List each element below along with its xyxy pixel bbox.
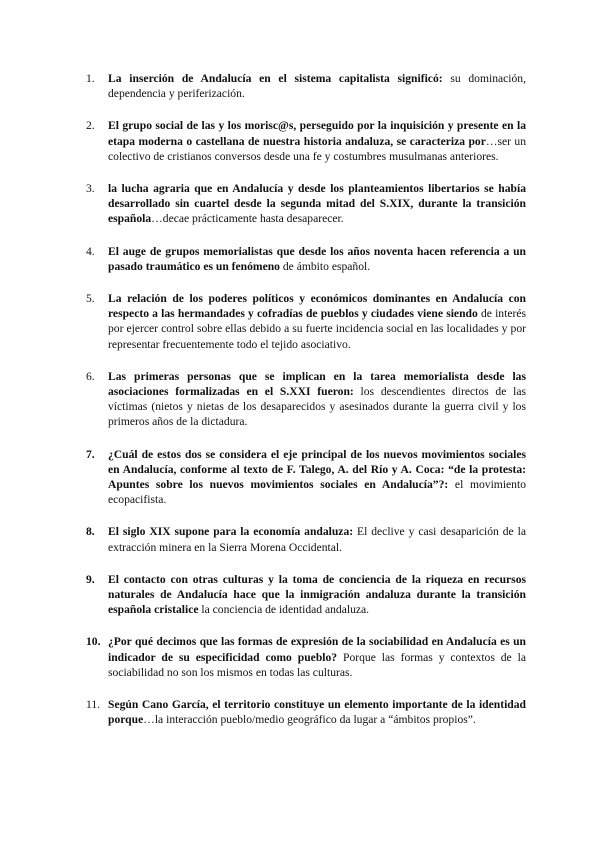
list-item bbox=[80, 291, 526, 352]
question-text: El siglo XIX supone para la economía andaluza: bbox=[108, 525, 354, 539]
list-item bbox=[80, 244, 526, 274]
list-item bbox=[80, 524, 526, 554]
item-number: 4. bbox=[86, 244, 95, 258]
answer-text: su dominación, dependencia y periferización. bbox=[108, 72, 526, 101]
question-text: la lucha agraria que en Andalucía y desde los planteamientos libertarios se había desarrollado sin cuartel desde la segunda mitad del S.XIX, durante la transición española bbox=[108, 182, 526, 226]
question-text: Las primeras personas que se implican en la tarea memorialista desde las asociaciones formalizadas en el S.XXI fueron: bbox=[108, 369, 526, 399]
item-number: 2. bbox=[86, 119, 95, 133]
answer-text: de ámbito español. bbox=[279, 259, 371, 273]
list-item bbox=[80, 634, 526, 680]
item-number: 9. bbox=[86, 572, 95, 586]
question-text: El auge de grupos memorialistas que desde los años noventa hacen referencia a un pasado traumático es un fenómeno bbox=[108, 244, 526, 273]
answer-text: Porque las formas y contextos de la sociabilidad no son los mismos en todas las culturas. bbox=[108, 650, 526, 679]
answer-text: de interés por ejercer control sobre ellas debido a su fuerte incidencia social en las localidades y por representar frecuentemente todo el tejido asociativo. bbox=[108, 307, 526, 351]
question-text: El contacto con otras culturas y la toma de conciencia de la riqueza en recursos naturales de Andalucía hace que la inmigración andaluza durante la transición española cristalice bbox=[108, 572, 526, 617]
item-number: 6. bbox=[86, 369, 95, 383]
list-item bbox=[80, 697, 526, 727]
question-text: ¿Por qué decimos que las formas de expresión de la sociabilidad en Andalucía es un indicador de su especificidad como pueblo? bbox=[108, 635, 526, 664]
question-text: El grupo social de las y los morisc@s, perseguido por la inquisición y presente en la etapa moderna o castellana de nuestra historia andaluza, se caracteriza por bbox=[108, 119, 526, 148]
item-number: 10. bbox=[86, 635, 101, 649]
question-text: La relación de los poderes políticos y económicos dominantes en Andalucía con respecto a las hermandades y cofradías de pueblos y ciudades viene siendo bbox=[108, 292, 526, 321]
question-text: ¿Cuál de estos dos se considera el eje principal de los nuevos movimientos sociales en Andalucía, conforme al texto de F. Talego, A. del Río y A. Coca: “de la protesta: Apuntes sobre los nuevos movimientos sociales en Andalucía”?: bbox=[108, 447, 526, 492]
answer-text: los descendientes directos de las víctimas (nietos y nietas de los desaparecidos y asesinados durante la guerra civil y los primeros años de la dictadura. bbox=[108, 385, 526, 429]
list-item bbox=[80, 118, 526, 164]
question-text: Según Cano García, el territorio constituye un elemento importante de la identidad porque bbox=[108, 698, 526, 727]
answer-text: …ser un colectivo de cristianos conversos desde una fe y costumbres musulmanas anteriores. bbox=[108, 134, 527, 163]
item-number: 7. bbox=[86, 447, 95, 461]
item-number: 8. bbox=[86, 525, 95, 539]
list-item bbox=[80, 71, 526, 101]
list-item bbox=[80, 181, 526, 227]
item-number: 1. bbox=[86, 72, 95, 85]
item-number: 5. bbox=[86, 292, 95, 306]
list-item bbox=[80, 447, 526, 508]
item-number: 3. bbox=[86, 182, 95, 196]
answer-text: la conciencia de identidad andaluza. bbox=[198, 603, 370, 617]
answer-text: …la interacción pueblo/medio geográfico da lugar a “ámbitos propios”. bbox=[143, 713, 476, 727]
list-item bbox=[80, 572, 526, 618]
question-text: La inserción de Andalucía en el sistema capitalista significó: bbox=[108, 72, 443, 85]
answer-text: el movimiento ecopacifista. bbox=[108, 478, 526, 507]
list-item bbox=[80, 369, 526, 430]
answer-text: …decae prácticamente hasta desaparecer. bbox=[151, 212, 344, 226]
question-list bbox=[80, 71, 526, 745]
answer-text: El declive y casi desaparición de la extracción minera en la Sierra Morena Occidental. bbox=[108, 525, 526, 554]
item-number: 11. bbox=[86, 698, 101, 712]
